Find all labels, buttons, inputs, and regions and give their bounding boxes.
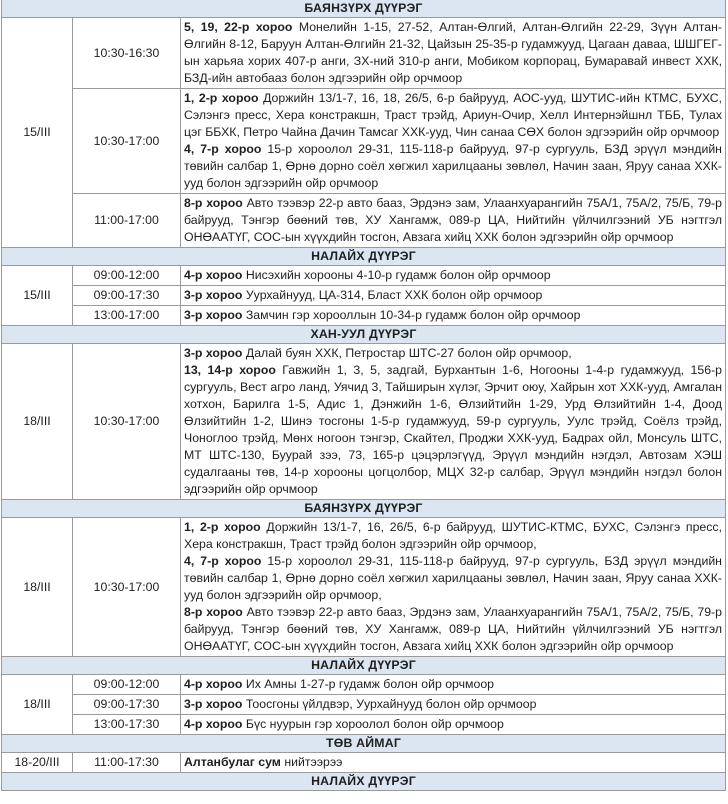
section-header-row: [2, 735, 726, 753]
time-cell: 09:00-17:30: [73, 695, 181, 715]
date-cell: 18/III: [2, 675, 73, 735]
district-title: НАЛАЙХ ДҮҮРЭГ: [2, 657, 726, 675]
time-cell: 11:00-17:30: [73, 753, 181, 773]
khoroo-label: 4-р хороо: [184, 717, 243, 731]
area-list-text: Далай буян ХХК, Петростар ШТС-27 болон ойр орчмоор,: [242, 346, 572, 360]
schedule-row: [2, 695, 726, 715]
schedule-row: [2, 286, 726, 306]
area-list-text: Доржийн 13/1-7, 16, 18, 26/5, 6-р байрууд, АОС-ууд, ШУТИС-ийн КТМС, БУХС, Сэлэнгэ пресс, Хера констракшн, Траст трэйд, Ариун-Очир, Хелл Интернэйшнл ТББ, Тулах цэг ББХК, Петро Чайна Дачин Тамсаг ХХК-ууд, Чин санаа СӨХ болон эдгээрийн ойр орчмоор: [184, 91, 722, 139]
area-group: [184, 195, 722, 246]
time-cell: 09:00-12:00: [73, 266, 181, 286]
district-title: ХАН-УУЛ ДҮҮРЭГ: [2, 326, 726, 344]
area-list-text: Доржийн 13/1-7, 16, 26/5, 6-р байрууд, ШУТИС-КТМС, БУХС, Сэлэнгэ пресс, Хера констракшн, Траст трэйд болон эдгээрийн ойр орчмоор,: [184, 520, 722, 551]
area-group: [184, 345, 722, 362]
date-cell: 18/III: [2, 518, 73, 657]
time-cell: 10:30-16:30: [73, 18, 181, 89]
area-description-cell: [181, 695, 726, 715]
date-cell: 18/III: [2, 344, 73, 500]
section-header-row: [2, 0, 726, 18]
time-cell: 13:00-17:30: [73, 715, 181, 735]
section-header-row: [2, 773, 726, 791]
area-list-text: 15-р хороолол 29-31, 115-118-р байрууд, 97-р сургууль, БЗД эрүүл мэндийн төвийн салбар 1, Өрнө дорно соёл хөгжил харилцааны зөвлөл, Начин заан, Яруу санаа ХХК-ууд болон эдгээрийн ойр орчмоор: [184, 142, 722, 190]
schedule-row: [2, 266, 726, 286]
area-description-cell: [181, 266, 726, 286]
area-group: [184, 362, 722, 498]
khoroo-label: 8-р хороо: [184, 196, 243, 210]
area-group: [184, 716, 722, 733]
khoroo-label: 4-р хороо: [184, 677, 243, 691]
area-list-text: Уурхайнууд, ЦА-314, Бласт ХХК болон ойр орчмоор: [242, 288, 543, 302]
time-cell: 09:00-12:00: [73, 675, 181, 695]
district-title: БАЯНЗҮРХ ДҮҮРЭГ: [2, 500, 726, 518]
khoroo-label: 1, 2-р хороо: [184, 91, 259, 105]
area-description-cell: [181, 518, 726, 657]
khoroo-label: 4, 7-р хороо: [184, 554, 262, 568]
area-group: [184, 141, 722, 192]
khoroo-label: 5, 19, 22-р хороо: [184, 20, 293, 34]
area-group: [184, 696, 722, 713]
khoroo-label: Алтанбулаг сум: [184, 755, 281, 769]
area-description-cell: [181, 286, 726, 306]
khoroo-label: 3-р хороо: [184, 288, 243, 302]
district-title: БАЯНЗҮРХ ДҮҮРЭГ: [2, 0, 726, 18]
khoroo-label: 3-р хороо: [184, 308, 243, 322]
schedule-body: [2, 0, 726, 791]
schedule-row: [2, 518, 726, 657]
section-header-row: [2, 500, 726, 518]
khoroo-label: 3-р хороо: [184, 346, 243, 360]
area-description-cell: [181, 753, 726, 773]
date-cell: 15/III: [2, 266, 73, 326]
schedule-row: [2, 675, 726, 695]
area-list-text: Их Амны 1-27-р гудамж болон ойр орчмоор: [242, 677, 494, 691]
area-group: [184, 267, 722, 284]
time-cell: 10:30-17:00: [73, 518, 181, 657]
time-cell: 11:00-17:00: [73, 194, 181, 248]
area-group: [184, 19, 722, 87]
area-description-cell: [181, 675, 726, 695]
area-list-text: 15-р хороолол 29-31, 115-118-р байрууд, 97-р сургууль, БЗД эрүүл мэндийн төвийн салбар 1, Өрнө дорно соёл хөгжил харилцааны зөвлөл, Начин заан, Яруу санаа ХХК-ууд болон эдгээрийн ойр орчмоор,: [184, 554, 722, 602]
khoroo-label: 4-р хороо: [184, 268, 243, 282]
schedule-row: [2, 753, 726, 773]
district-title: ТӨВ АЙМАГ: [2, 735, 726, 753]
district-title: НАЛАЙХ ДҮҮРЭГ: [2, 248, 726, 266]
area-group: [184, 754, 722, 771]
schedule-row: [2, 306, 726, 326]
outage-schedule-table: [1, 0, 726, 791]
time-cell: 10:30-17:00: [73, 89, 181, 194]
schedule-row: [2, 344, 726, 500]
schedule-row: [2, 194, 726, 248]
area-list-text: Нисэхийн хорооны 4-10-р гудамж болон ойр орчмоор: [242, 268, 551, 282]
schedule-row: [2, 89, 726, 194]
section-header-row: [2, 248, 726, 266]
schedule-row: [2, 18, 726, 89]
area-group: [184, 519, 722, 553]
khoroo-label: 4, 7-р хороо: [184, 142, 262, 156]
area-group: [184, 287, 722, 304]
area-list-text: нийтээрээ: [280, 755, 343, 769]
time-cell: 09:00-17:30: [73, 286, 181, 306]
area-group: [184, 90, 722, 141]
khoroo-label: 3-р хороо: [184, 697, 243, 711]
area-description-cell: [181, 344, 726, 500]
area-description-cell: [181, 715, 726, 735]
area-description-cell: [181, 306, 726, 326]
area-group: [184, 553, 722, 604]
area-list-text: Авто тээвэр 22-р авто бааз, Эрдэнэ зам, Улаанхуарангийн 75А/1, 75А/2, 75/Б, 79-р байрууд, Тэнгэр бөөний төв, ХУ Хангамж, 089-р ЦА, Нийтийн үйлчилгээний УБ нэгтгэл ОНӨААТҮГ, СОС-ын хүүхдийн тосгон, Авзага хийц ХХК болон эдгээрийн ойр орчмоор: [184, 605, 722, 653]
time-cell: 13:00-17:00: [73, 306, 181, 326]
district-title: НАЛАЙХ ДҮҮРЭГ: [2, 773, 726, 791]
area-list-text: Тоосгоны үйлдвэр, Уурхайнууд болон ойр орчмоор: [242, 697, 537, 711]
khoroo-label: 8-р хороо: [184, 605, 243, 619]
time-cell: 10:30-17:00: [73, 344, 181, 500]
area-group: [184, 676, 722, 693]
area-list-text: Замчин гэр хорооллын 10-34-р гудамж болон ойр орчмоор: [242, 308, 581, 322]
area-description-cell: [181, 194, 726, 248]
khoroo-label: 1, 2-р хороо: [184, 520, 261, 534]
area-description-cell: [181, 89, 726, 194]
khoroo-label: 13, 14-р хороо: [184, 363, 276, 377]
section-header-row: [2, 326, 726, 344]
area-group: [184, 604, 722, 655]
area-list-text: Авто тээвэр 22-р авто бааз, Эрдэнэ зам, Улаанхуарангийн 75А/1, 75А/2, 75/Б, 79-р байрууд, Тэнгэр бөөний төв, ХУ Хангамж, 089-р ЦА, Нийтийн үйлчилгээний УБ нэгтгэл ОНӨААТҮГ, СОС-ын хүүхдийн тосгон, Авзага хийц ХХК болон эдгээрийн ойр орчмоор: [184, 196, 722, 244]
date-cell: 18-20/III: [2, 753, 73, 773]
section-header-row: [2, 657, 726, 675]
date-cell: 15/III: [2, 18, 73, 248]
area-list-text: Бүс нуурын гэр хороолол болон ойр орчмоор: [242, 717, 504, 731]
area-list-text: Гавжийн 1, 3, 5, задгай, Бурхантын 1-6, Ногооны 1-4-р гудамжууд, 156-р сургууль, Вест агро ланд, Уячид 3, Тайширын хүлэг, Эрчит оюу, Хайрын хот ХХК-ууд, Амгалан хотхон, Барилга 1-5, Адис 1, Дэнжийн 1-6, Өлзийтийн 1-29, Урд Өлзийтийн 1-4, Доод Өлзийтийн 1-2, Шинэ тосгоны 1-5-р гудамжууд, 59-р сургууль, Уулс трэйд, Соёлз трэйд, Чоноглоо трэйд, Мөнх ногоон тэнгэр, Скайтел, Проджи ХХК-ууд, Бадрах ойл, Монсуль ШТС, МТ ШТС-130, Буурай зээ, 73, 165-р цэцэрлэгүүд, Эрүүл мэндийн нэгдэл, Автозам ХЭШ судалгааны төв, 14-р хорооны цогцолбор, МЦХ 32-р салбар, Эрүүл мэндийн нэгдэл болон эдгээрийн ойр орчмоор: [184, 363, 722, 496]
area-description-cell: [181, 18, 726, 89]
schedule-row: [2, 715, 726, 735]
area-list-text: Монелийн 1-15, 27-52, Алтан-Өлгий, Алтан-Өлгийн 22-29, Зүүн Алтан-Өлгийн 8-12, Баруун Алтан-Өлгийн 21-32, Цайзын 25-35-р гудамжууд, Цагаан даваа, ШШГЕГ-ын харьяа хорих 407-р анги, ЗХ-ний 310-р анги, Мобиком корпорац, Бумаравай инвест ХХК, БЗД-ийн автобааз болон эдгээрийн ойр орчмоор: [184, 20, 722, 85]
area-group: [184, 307, 722, 324]
